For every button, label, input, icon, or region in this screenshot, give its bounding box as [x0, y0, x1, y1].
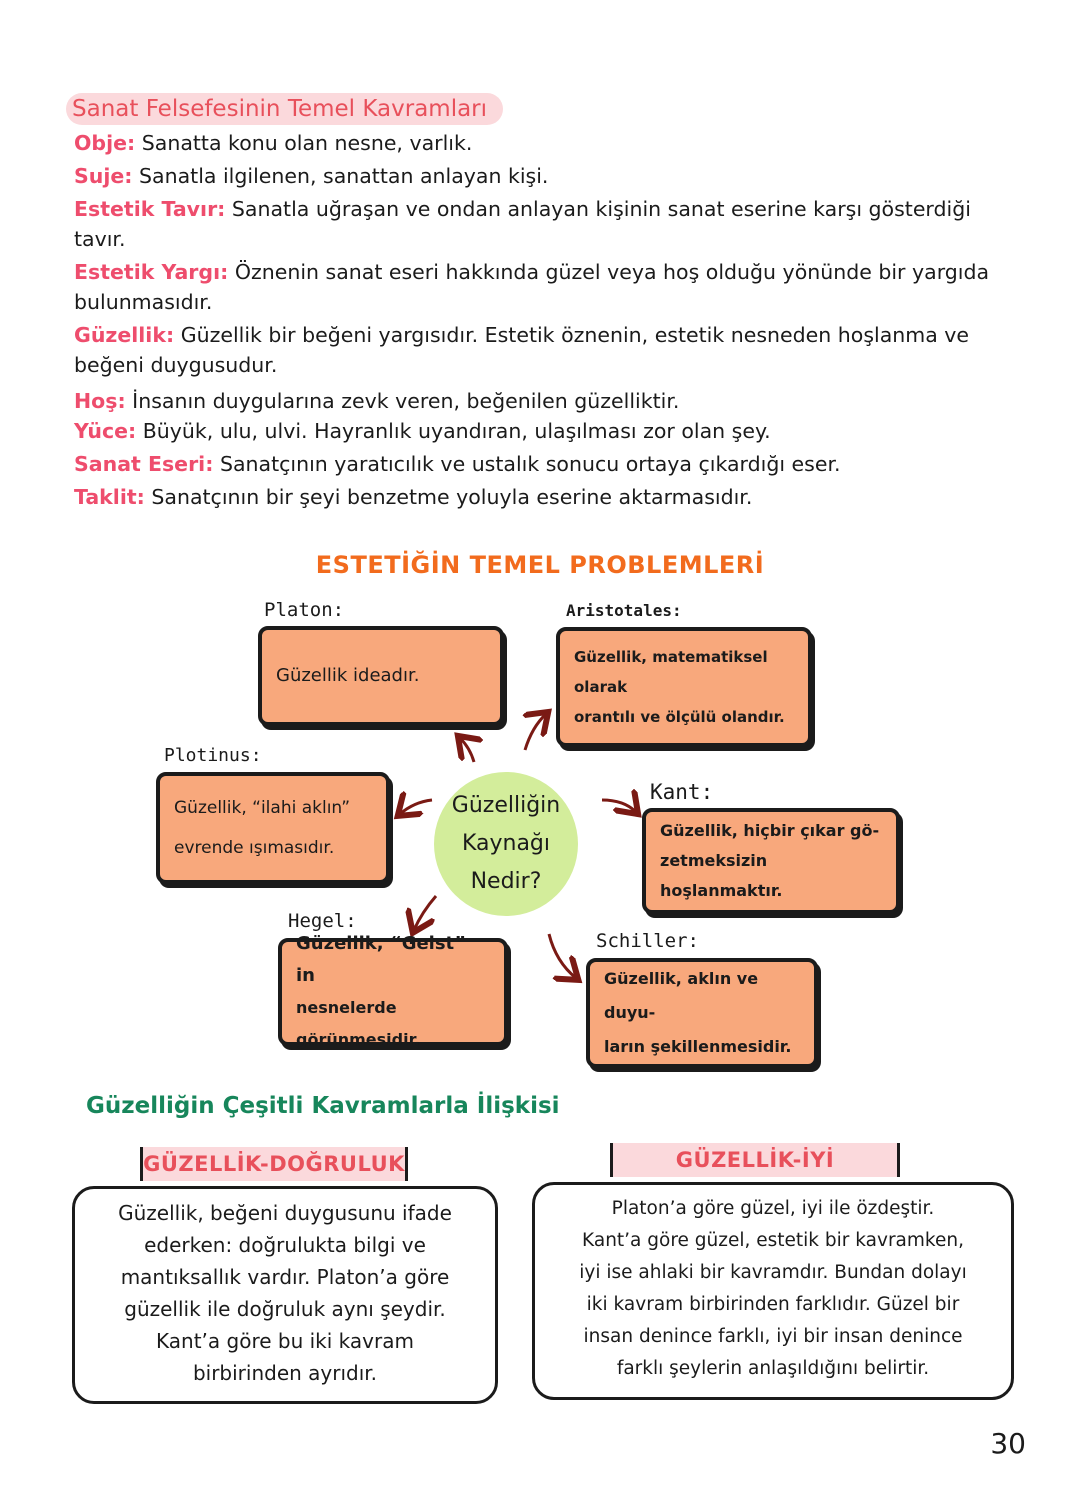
definition-term: Suje:: [74, 164, 133, 188]
schiller-text-line2: ların şekillenmesidir.: [604, 1037, 792, 1056]
arrow-to-kant: [602, 800, 636, 812]
definition-text: Güzellik bir beğeni yargısıdır. Estetik öznenin, estetik nesneden hoşlanma ve beğeni duygusudur.: [74, 323, 970, 377]
right-line: iki kavram birbirinden farklıdır. Güzel bir: [586, 1294, 960, 1315]
platon-box: [258, 626, 504, 726]
banner-guzellik-dogruluk: GÜZELLİK-DOĞRULUK: [140, 1147, 408, 1181]
arrow-to-platon: [460, 738, 474, 762]
right-line: insan denince farklı, iyi bir insan denince: [583, 1326, 963, 1347]
definition-text: Büyük, ulu, ulvi. Hayranlık uyandıran, ulaşılması zor olan şey.: [142, 419, 771, 443]
schiller-box: [586, 958, 818, 1068]
philosopher-name-plotinus: Plotinus:: [164, 745, 262, 766]
hegel-text-line1: Güzellik, “Geist” in: [296, 933, 466, 986]
plotinus-text-line1: Güzellik, “ilahi aklın”: [174, 798, 351, 818]
left-line: Güzellik, beğeni duygusunu ifade: [118, 1201, 452, 1225]
aesthetics-title: ESTETİĞİN TEMEL PROBLEMLERİ: [315, 551, 765, 579]
philosopher-name-platon: Platon:: [264, 599, 345, 621]
kant-text-line2: zetmeksizin hoşlanmaktır.: [660, 851, 783, 900]
arrow-to-schiller: [549, 934, 576, 978]
definition-text: Sanatta konu olan nesne, varlık.: [141, 131, 473, 155]
definition-term: Obje:: [74, 131, 136, 155]
arrow-to-hegel: [414, 896, 436, 930]
definition-text: Sanatçının bir şeyi benzetme yoluyla eserine aktarmasıdır.: [151, 485, 753, 509]
definition-text: Sanatla uğraşan ve ondan anlayan kişinin sanat eserine karşı gösterdiği tavır.: [74, 197, 971, 251]
definition-term: Yüce:: [74, 419, 137, 443]
right-line: Kant’a göre güzel, estetik bir kavramken,: [582, 1230, 964, 1251]
definition-term: Sanat Eseri:: [74, 452, 214, 476]
platon-text: Güzellik ideadır.: [276, 665, 420, 686]
definition-term: Taklit:: [74, 485, 145, 509]
guzellik-iyi-box: [532, 1182, 1014, 1400]
center-line3: Nedir?: [470, 869, 542, 894]
definition-term: Estetik Tavır:: [74, 197, 226, 221]
plotinus-box: [156, 772, 390, 884]
aristoteles-text-line1: Güzellik, matematiksel olarak: [574, 648, 768, 696]
banner-guzellik-iyi: GÜZELLİK-İYİ: [610, 1143, 900, 1177]
left-line: güzellik ile doğruluk aynı şeydir.: [124, 1297, 446, 1321]
definition-text: Sanatçının yaratıcılık ve ustalık sonucu ortaya çıkardığı eser.: [219, 452, 841, 476]
hegel-text-line2: nesnelerde görünmesidir.: [296, 998, 421, 1049]
definition-term: Güzellik:: [74, 323, 175, 347]
right-line: iyi ise ahlaki bir kavramdır. Bundan dolayı: [579, 1262, 967, 1283]
arrow-to-aristoteles: [525, 714, 546, 750]
left-line: birbirinden ayrıdır.: [192, 1361, 378, 1385]
philosopher-name-hegel: Hegel:: [288, 910, 357, 932]
definition-text: Sanatla ilgilenen, sanattan anlayan kişi.: [139, 164, 549, 188]
relations-title: Güzelliğin Çeşitli Kavramlarla İlişkisi: [86, 1093, 560, 1119]
page-number: 30: [990, 1427, 1026, 1460]
left-line: Kant’a göre bu iki kavram: [156, 1329, 414, 1353]
aristoteles-box: [556, 627, 812, 747]
definition-term: Hoş:: [74, 389, 126, 413]
schiller-text-line1: Güzellik, aklın ve duyu-: [604, 969, 759, 1022]
center-line1: Güzelliğin: [451, 793, 561, 818]
hegel-box: [278, 933, 508, 1049]
left-line: ederken: doğrulukta bilgi ve: [144, 1233, 426, 1257]
definition-text: Öznenin sanat eseri hakkında güzel veya hoş olduğu yönünde bir yargıda bulunmasıdır.: [74, 260, 990, 314]
philosopher-name-kant: Kant:: [650, 780, 714, 804]
plotinus-text-line2: evrende ışımasıdır.: [174, 838, 335, 858]
center-line2: Kaynağı: [461, 831, 551, 856]
definition-text: İnsanın duygularına zevk veren, beğenilen güzelliktir.: [132, 389, 680, 413]
right-line: Platon’a göre güzel, iyi ile özdeştir.: [611, 1198, 935, 1219]
right-line: farklı şeylerin anlaşıldığını belirtir.: [616, 1358, 930, 1379]
arrow-to-plotinus: [400, 800, 432, 814]
guzellik-dogruluk-box: [72, 1186, 498, 1404]
philosopher-name-schiller: Schiller:: [596, 930, 699, 952]
aristoteles-text-line2: orantılı ve ölçülü olandır.: [574, 708, 785, 726]
definition-term: Estetik Yargı:: [74, 260, 229, 284]
philosopher-name-aristoteles: Aristotales:: [566, 601, 682, 620]
kant-box: [642, 808, 900, 914]
center-question-circle: [434, 772, 578, 916]
left-line: mantıksallık vardır. Platon’a göre: [120, 1265, 450, 1289]
kant-text-line1: Güzellik, hiçbir çıkar gö-: [660, 821, 880, 840]
section-title: Sanat Felsefesinin Temel Kavramları: [66, 93, 503, 125]
